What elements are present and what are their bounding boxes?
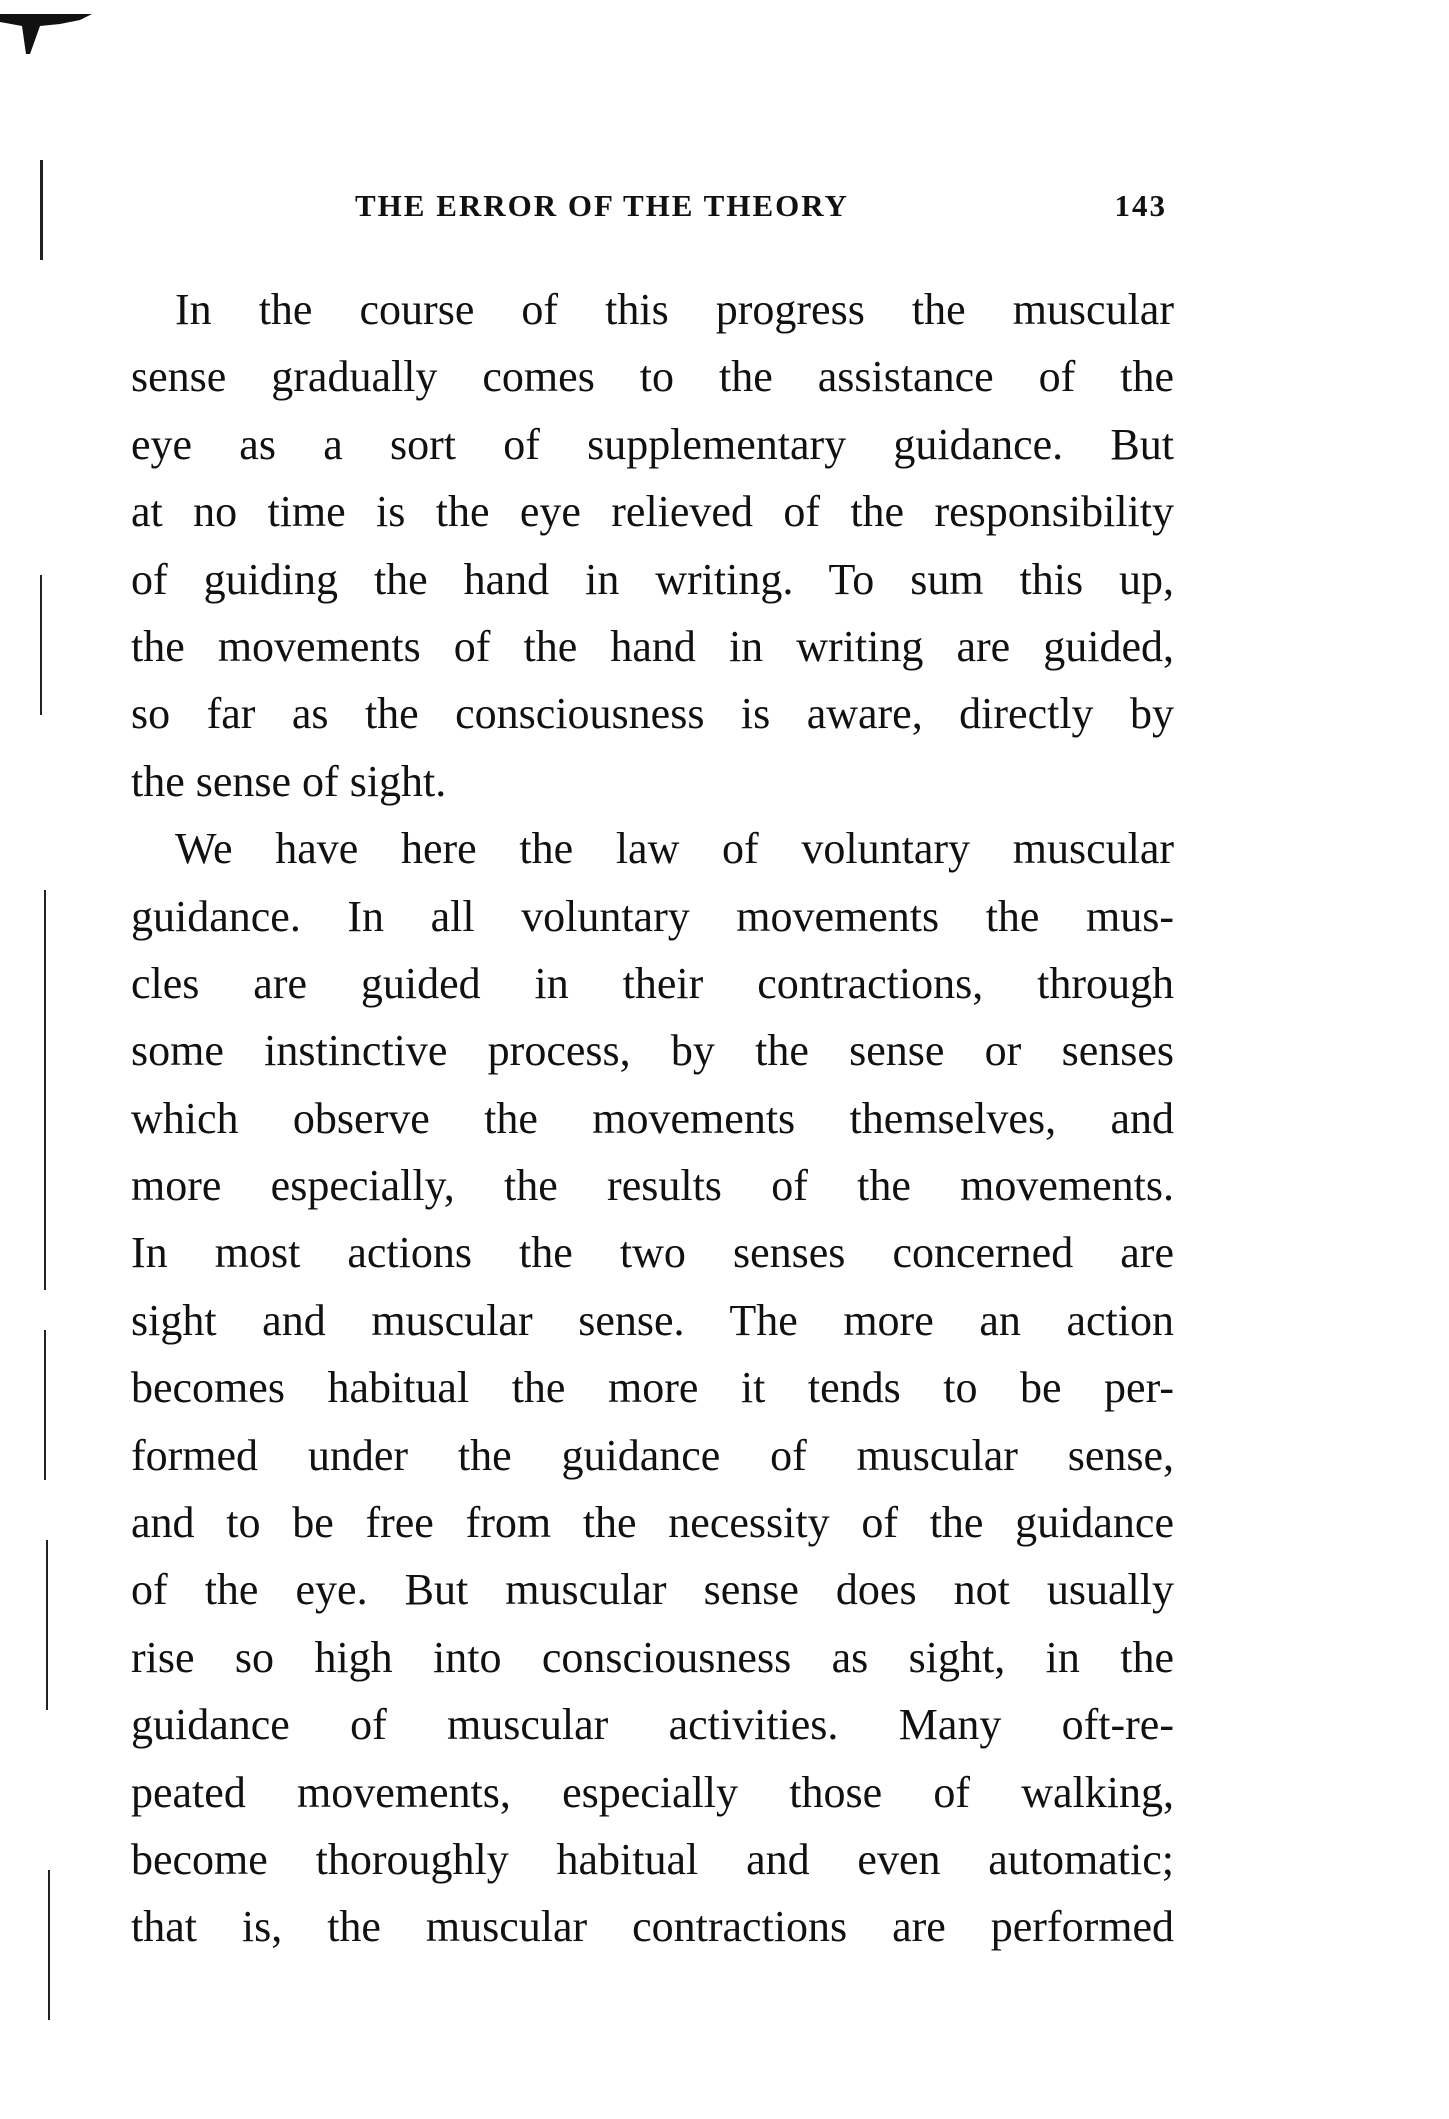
text-line: more especially, the results of the movements. <box>131 1161 1174 1211</box>
text-line: the movements of the hand in writing are guided, <box>131 621 1174 671</box>
text-line: In most actions the two senses concerned are <box>131 1228 1174 1278</box>
text-line: at no time is the eye relieved of the responsibility <box>131 487 1174 537</box>
text-line: the sense of sight. <box>131 756 447 806</box>
text-line: cles are guided in their contractions, through <box>131 958 1174 1008</box>
scan-margin-mark <box>48 1870 50 2020</box>
scan-margin-mark <box>40 575 42 715</box>
text-line: becomes habitual the more it tends to be per- <box>131 1363 1174 1413</box>
text-line: guidance of muscular activities. Many oft-re- <box>131 1700 1174 1750</box>
running-title: THE ERROR OF THE THEORY <box>355 188 849 223</box>
text-line: formed under the guidance of muscular sense, <box>131 1430 1174 1480</box>
scan-margin-mark <box>44 890 46 1290</box>
scan-margin-mark <box>46 1540 48 1710</box>
text-line: that is, the muscular contractions are performed <box>131 1902 1174 1952</box>
text-line: We have here the law of voluntary muscular <box>175 824 1174 874</box>
text-line: rise so high into consciousness as sight, in the <box>131 1632 1174 1682</box>
text-line: which observe the movements themselves, and <box>131 1093 1174 1143</box>
scan-smudge <box>0 14 92 54</box>
text-line: guidance. In all voluntary movements the mus- <box>131 891 1174 941</box>
scan-margin-mark <box>44 1330 46 1480</box>
text-line: and to be free from the necessity of the guidance <box>131 1498 1174 1548</box>
page-body <box>131 276 1174 1961</box>
text-line: peated movements, especially those of walking, <box>131 1767 1174 1817</box>
text-line: some instinctive process, by the sense or senses <box>131 1026 1174 1076</box>
text-line: of guiding the hand in writing. To sum this up, <box>131 554 1174 604</box>
text-line: In the course of this progress the muscular <box>175 285 1174 334</box>
page-number: 143 <box>1114 188 1167 223</box>
text-line: sense gradually comes to the assistance of the <box>131 352 1174 402</box>
text-line: so far as the consciousness is aware, directly by <box>131 689 1174 739</box>
text-line: sight and muscular sense. The more an action <box>131 1295 1174 1345</box>
scan-margin-mark <box>40 160 43 260</box>
text-line: become thoroughly habitual and even automatic; <box>131 1834 1174 1884</box>
text-line: of the eye. But muscular sense does not usually <box>131 1565 1174 1615</box>
running-header <box>355 188 1167 228</box>
text-line: eye as a sort of supplementary guidance. But <box>131 419 1174 469</box>
